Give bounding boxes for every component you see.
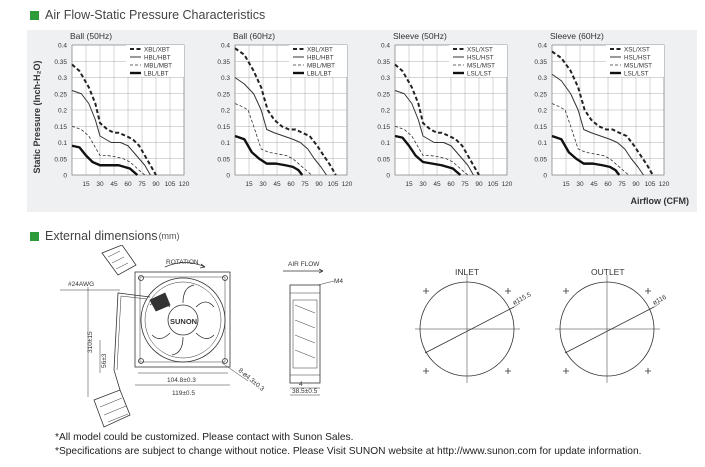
x-tick-label: 30 (259, 181, 267, 188)
y-tick-label: 0.15 (534, 123, 547, 131)
x-tick-label: 30 (96, 181, 104, 188)
x-tick-label: 120 (501, 181, 513, 188)
legend-label: XBL/XBT (144, 46, 170, 54)
x-tick-label: 105 (644, 181, 656, 188)
x-tick-label: 90 (152, 181, 160, 188)
airflow-label: AIR FLOW (288, 261, 320, 268)
x-tick-label: 60 (604, 181, 612, 188)
y-tick-label: 0.05 (377, 156, 390, 164)
y-tick-label: 0.2 (57, 107, 67, 115)
legend-label: XBL/XBT (307, 46, 333, 54)
x-tick-label: 45 (590, 181, 598, 188)
y-tick-label: 0.3 (220, 75, 230, 82)
y-tick-label: 0.2 (380, 107, 390, 115)
y-tick-label: 0.3 (57, 75, 67, 82)
x-tick-label: 120 (658, 181, 670, 188)
label-wire-block (150, 293, 170, 311)
x-tick-label: 120 (178, 181, 190, 188)
outlet-label: OUTLET (591, 267, 625, 277)
x-tick-label: 15 (405, 181, 413, 188)
legend-label: HSL/HST (624, 54, 651, 62)
y-tick-label: 0.35 (217, 58, 230, 66)
x-tick-label: 105 (487, 181, 499, 188)
y-tick-label: 0 (63, 172, 67, 180)
legend-label: MBL/MBT (307, 62, 335, 70)
section-title-dimensions: External dimensions (45, 229, 158, 243)
x-tick-label: 60 (287, 181, 295, 188)
y-tick-label: 0.25 (377, 91, 390, 99)
chart-title: Ball (50Hz) (70, 31, 113, 41)
x-tick-label: 90 (475, 181, 483, 188)
y-tick-label: 0.4 (537, 42, 547, 50)
x-tick-label: 120 (341, 181, 353, 188)
lead-length-label: 310±15 (87, 331, 94, 353)
outlet-dia-label: ø116 (651, 293, 668, 307)
x-tick-label: 15 (245, 181, 253, 188)
x-tick-label: 75 (301, 181, 309, 188)
y-tick-label: 0.25 (217, 91, 230, 99)
legend-label: MSL/MST (624, 62, 652, 70)
y-tick-label: 0.4 (220, 42, 230, 50)
unit-label: (mm) (158, 231, 180, 241)
y-tick-label: 0.35 (54, 58, 67, 66)
x-tick-label: 90 (315, 181, 323, 188)
chart-title: Sleeve (60Hz) (550, 31, 604, 41)
x-tick-label: 75 (138, 181, 146, 188)
legend-label: HBL/HBT (144, 54, 171, 62)
x-tick-label: 15 (562, 181, 570, 188)
y-tick-label: 0.1 (57, 140, 67, 147)
y-tick-label: 0.25 (54, 91, 67, 99)
legend-label: MBL/MBT (144, 62, 172, 70)
section-header-dimensions (30, 229, 180, 243)
x-tick-label: 15 (82, 181, 90, 188)
y-tick-label: 0.25 (534, 91, 547, 99)
charts-svg (0, 0, 705, 215)
chart-title: Ball (60Hz) (233, 31, 276, 41)
y-tick-label: 0.3 (537, 75, 547, 82)
section-title-airflow: Air Flow-Static Pressure Characteristics (45, 8, 266, 22)
x-tick-label: 90 (632, 181, 640, 188)
legend-label: LBL/LBT (307, 70, 332, 78)
x-tick-label: 30 (419, 181, 427, 188)
inlet-label: INLET (455, 267, 480, 277)
inlet-dia-label: ø115.5 (511, 291, 533, 307)
m4-label: M4 (334, 278, 344, 285)
y-tick-label: 0.2 (537, 107, 547, 115)
x-tick-label: 45 (433, 181, 441, 188)
x-tick-label: 105 (164, 181, 176, 188)
legend-label: XSL/XST (467, 46, 493, 54)
wire-lead (114, 293, 150, 390)
brand-label: SUNON (170, 317, 198, 326)
x-tick-label: 60 (447, 181, 455, 188)
x-axis-label: Airflow (CFM) (630, 196, 689, 206)
dim-1048-label: 104.8±0.3 (167, 377, 196, 384)
legend-label: HSL/HST (467, 54, 494, 62)
rotation-label: ROTATION (166, 259, 199, 266)
x-tick-label: 45 (110, 181, 118, 188)
y-tick-label: 0.15 (377, 123, 390, 131)
legend-label: XSL/XST (624, 46, 650, 54)
y-tick-label: 0.1 (220, 140, 230, 147)
x-tick-label: 75 (618, 181, 626, 188)
dim-56-label: 56±3 (101, 353, 108, 368)
y-tick-label: 0.3 (380, 75, 390, 82)
footnotes (55, 431, 641, 459)
fan-side-view (283, 269, 334, 395)
y-tick-label: 0.4 (380, 42, 390, 50)
x-tick-label: 105 (327, 181, 339, 188)
y-tick-label: 0.4 (57, 42, 67, 50)
green-square-icon (30, 232, 39, 241)
dimension-drawing (0, 245, 705, 445)
outlet-view (555, 275, 660, 383)
x-tick-label: 75 (461, 181, 469, 188)
legend-label: HBL/HBT (307, 54, 334, 62)
y-tick-label: 0.15 (217, 123, 230, 131)
y-tick-label: 0.05 (54, 156, 67, 164)
mount-hole (139, 276, 144, 281)
y-tick-label: 0.35 (377, 58, 390, 66)
dim-4-label: 4 (299, 381, 303, 388)
y-tick-label: 0 (226, 172, 230, 180)
holes-label: 8-ø4.3±0.3 (236, 367, 266, 393)
y-tick-label: 0.1 (537, 140, 547, 147)
legend-label: LSL/LST (467, 70, 492, 78)
wire-gauge-label: #24AWG (68, 281, 95, 288)
y-axis-label: Static Pressure (Inch-H₂O) (32, 60, 42, 174)
y-tick-label: 0.1 (380, 140, 390, 147)
x-tick-label: 30 (576, 181, 584, 188)
footnote-customization: *All model could be customized. Please contact with Sunon Sales. (55, 432, 354, 443)
footnote-specifications: *Specifications are subject to change without notice. Please Visit SUNON website at http://www.sunon.com for update information. (55, 446, 642, 457)
legend-label: MSL/MST (467, 62, 495, 70)
x-tick-label: 60 (124, 181, 132, 188)
y-tick-label: 0 (386, 172, 390, 180)
connector-top (102, 245, 136, 275)
y-tick-label: 0.15 (54, 123, 67, 131)
y-tick-label: 0.05 (217, 156, 230, 164)
x-tick-label: 45 (273, 181, 281, 188)
dim-385-label: 38.5±0.5 (292, 388, 318, 395)
legend-label: LSL/LST (624, 70, 649, 78)
dim-119-label: 119±0.5 (172, 390, 195, 397)
mount-hole (139, 359, 144, 364)
inlet-view (415, 275, 520, 383)
y-tick-label: 0.2 (220, 107, 230, 115)
y-tick-label: 0.35 (534, 58, 547, 66)
connector-bottom (94, 390, 130, 427)
y-tick-label: 0.05 (534, 156, 547, 164)
chart-title: Sleeve (50Hz) (393, 31, 447, 41)
y-tick-label: 0 (543, 172, 547, 180)
legend-label: LBL/LBT (144, 70, 169, 78)
